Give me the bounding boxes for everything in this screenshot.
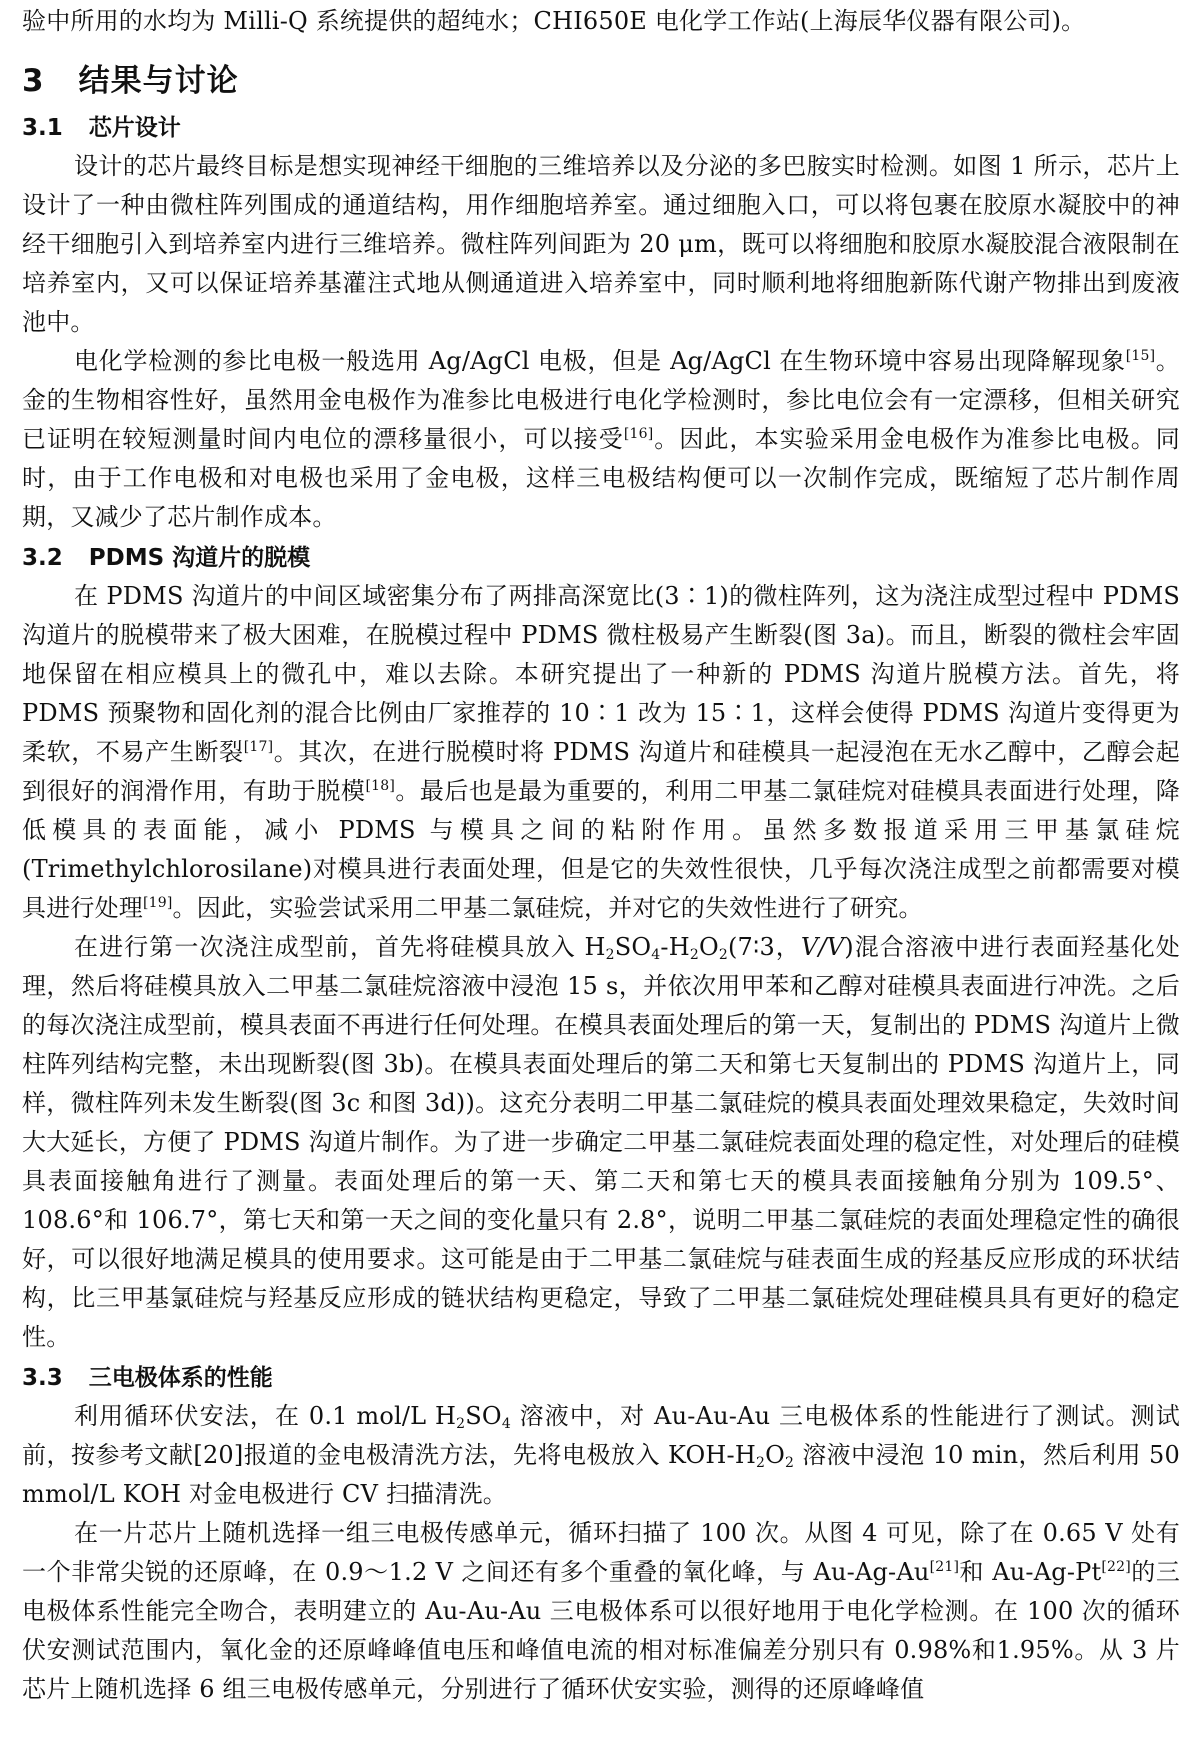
s32-p2-text-c: -H: [660, 933, 690, 961]
ratio-unit: V/V: [800, 933, 845, 961]
subscript: 2: [605, 947, 615, 963]
s32-p2-text-e: (7∶3，: [727, 933, 801, 961]
s33-paragraph-1: [22, 1397, 1180, 1514]
citation-17: [17]: [243, 739, 274, 755]
section-3-1-heading: [22, 109, 1180, 147]
section-3-3-title: 三电极体系的性能: [88, 1365, 273, 1391]
section-3-2-heading: [22, 539, 1180, 577]
subscript: 2: [689, 947, 699, 963]
citation-15: [15]: [1125, 348, 1156, 364]
s33-p1-text-e: 溶液中浸泡 10 min，然后利用 50 mmol/L KOH 对金电极进行 CV 扫描清洗。: [22, 1441, 1180, 1508]
intro-line: 验中所用的水均为 Milli-Q 系统提供的超纯水；CHI650E 电化学工作站(上海辰华仪器有限公司)。: [22, 7, 1086, 35]
section-3-3-number: 3.3: [22, 1365, 63, 1391]
s33-paragraph-2: [22, 1514, 1180, 1709]
section-3-3-heading: [22, 1359, 1180, 1397]
s32-p1-text-b: 。其次，在进行脱模时将 PDMS 沟道片和硅模具一起浸泡在无水乙醇中，乙醇会起到很好的润滑作用，有助于脱模: [22, 738, 1180, 805]
section-3-2-number: 3.2: [22, 545, 63, 571]
s32-p1-text-a: 在 PDMS 沟道片的中间区域密集分布了两排高深宽比(3∶1)的微柱阵列，这为浇注成型过程中 PDMS 沟道片的脱模带来了极大困难，在脱模过程中 PDMS 微柱极易产生断裂(图 3a)。而且，断裂的微柱会牢固地保留在相应模具上的微孔中，难以去除。本研究提出了一种新的 PDMS 沟道片脱模方法。首先，将 PDMS 预聚物和固化剂的混合比例由厂家推荐的 10∶1 改为 15∶1，这样会使得 PDMS 沟道片变得更为柔软，不易产生断裂: [22, 582, 1180, 766]
s32-p2-text-f: )混合溶液中进行表面羟基化处理，然后将硅模具放入二甲基二氯硅烷溶液中浸泡 15 s，并依次用甲苯和乙醇对硅模具表面进行冲洗。之后的每次浇注成型前，模具表面不再进行任何处理。在模具表面处理后的第一天，复制出的 PDMS 沟道片上微柱阵列结构完整，未出现断裂(图 3b)。在模具表面处理后的第二天和第七天复制出的 PDMS 沟道片上，同样，微柱阵列未发生断裂(图 3c 和图 3d))。这充分表明二甲基二氯硅烷的模具表面处理效果稳定，失效时间大大延长，方便了 PDMS 沟道片制作。为了进一步确定二甲基二氯硅烷表面处理的稳定性，对处理后的硅模具表面接触角进行了测量。表面处理后的第一天、第二天和第七天的模具表面接触角分别为 109.5°、108.6°和 106.7°，第七天和第一天之间的变化量只有 2.8°，说明二甲基二氯硅烷的表面处理稳定性的确很好，可以很好地满足模具的使用要求。这可能是由于二甲基二氯硅烷与硅表面生成的羟基反应形成的环状结构，比三甲基氯硅烷与羟基反应形成的链状结构更稳定，导致了二甲基二氯硅烷处理硅模具具有更好的稳定性。: [22, 933, 1180, 1351]
s32-paragraph-2: [22, 928, 1180, 1357]
s32-p2-text-a: 在进行第一次浇注成型前，首先将硅模具放入 H: [74, 933, 606, 961]
s33-p1-text-c: 溶液中，对 Au-Au-Au 三电极体系的性能进行了测试。测试前，按参考文献[20]报道的金电极清洗方法，先将电极放入 KOH-H: [22, 1402, 1181, 1469]
citation-18: [18]: [365, 778, 395, 794]
citation-21: [21]: [929, 1559, 960, 1575]
section-3-heading: [22, 59, 1180, 103]
s33-p2-text-b: 和 Au-Ag-Pt: [959, 1558, 1102, 1586]
s32-p1-text-d: 。因此，实验尝试采用二甲基二氯硅烷，并对它的失效性进行了研究。: [172, 894, 923, 922]
section-3-number: 3: [22, 63, 45, 99]
citation-22: [22]: [1101, 1559, 1131, 1575]
s33-p1-text-a: 利用循环伏安法，在 0.1 mol/L H: [74, 1402, 457, 1430]
subscript: 4: [651, 947, 661, 963]
section-3-title: 结果与讨论: [78, 63, 239, 99]
subscript: 4: [501, 1416, 511, 1432]
s31-p2-text-b: 。金的生物相容性好，虽然用金电极作为准参比电极进行电化学检测时，参比电位会有一定漂移，但相关研究已证明在较短测量时间内电位的漂移量很小，可以接受: [22, 347, 1181, 453]
s32-p1-text-c: 。最后也是最为重要的，利用二甲基二氯硅烷对硅模具表面进行处理，降低模具的表面能，减小 PDMS 与模具之间的粘附作用。虽然多数报道采用三甲基氯硅烷(Trimethylchlorosilane)对模具进行表面处理，但是它的失效性很快，几乎每次浇注成型之前都需要对模具进行处理: [22, 777, 1180, 922]
document-page: [22, 2, 1180, 1709]
s33-p2-text-a: 在一片芯片上随机选择一组三电极传感单元，循环扫描了 100 次。从图 4 可见，除了在 0.65 V 处有一个非常尖锐的还原峰，在 0.9～1.2 V 之间还有多个重叠的氧化峰，与 Au-Ag-Au: [22, 1519, 1180, 1586]
s32-p2-text-b: SO: [614, 933, 652, 961]
section-3-1-number: 3.1: [22, 115, 63, 141]
subscript: 2: [456, 1416, 466, 1432]
s33-p1-text-b: SO: [465, 1402, 502, 1430]
citation-19: [19]: [143, 895, 173, 911]
s32-p2-text-d: O: [698, 933, 719, 961]
subscript: 2: [718, 947, 728, 963]
subscript: 2: [755, 1455, 766, 1471]
section-3-1-title: 芯片设计: [88, 115, 181, 141]
s33-p1-text-d: O: [765, 1441, 785, 1469]
s31-p2-text-c: 。因此，本实验采用金电极作为准参比电极。同时，由于工作电极和对电极也采用了金电极，这样三电极结构便可以一次制作完成，既缩短了芯片制作周期，又减少了芯片制作成本。: [22, 425, 1180, 531]
s32-paragraph-1: [22, 577, 1180, 928]
subscript: 2: [784, 1455, 795, 1471]
s33-p2-text-c: 的三电极体系性能完全吻合，表明建立的 Au-Au-Au 三电极体系可以很好地用于电化学检测。在 100 次的循环伏安测试范围内，氧化金的还原峰峰值电压和峰值电流的相对标准偏差分别只有 0.98%和1.95%。从 3 片芯片上随机选择 6 组三电极传感单元，分别进行了循环伏安实验，测得的还原峰峰值: [22, 1558, 1181, 1703]
s31-paragraph-1: 设计的芯片最终目标是想实现神经干细胞的三维培养以及分泌的多巴胺实时检测。如图 1 所示，芯片上设计了一种由微柱阵列围成的通道结构，用作细胞培养室。通过细胞入口，可以将包裹在胶原水凝胶中的神经干细胞引入到培养室内进行三维培养。微柱阵列间距为 20 μm，既可以将细胞和胶原水凝胶混合液限制在培养室内，又可以保证培养基灌注式地从侧通道进入培养室中，同时顺利地将细胞新陈代谢产物排出到废液池中。: [22, 152, 1180, 336]
citation-16: [16]: [623, 426, 654, 442]
s31-paragraph-2: [22, 342, 1180, 537]
section-3-2-title: PDMS 沟道片的脱模: [88, 545, 311, 571]
s31-p2-text-a: 电化学检测的参比电极一般选用 Ag/AgCl 电极，但是 Ag/AgCl 在生物环境中容易出现降解现象: [74, 347, 1126, 375]
